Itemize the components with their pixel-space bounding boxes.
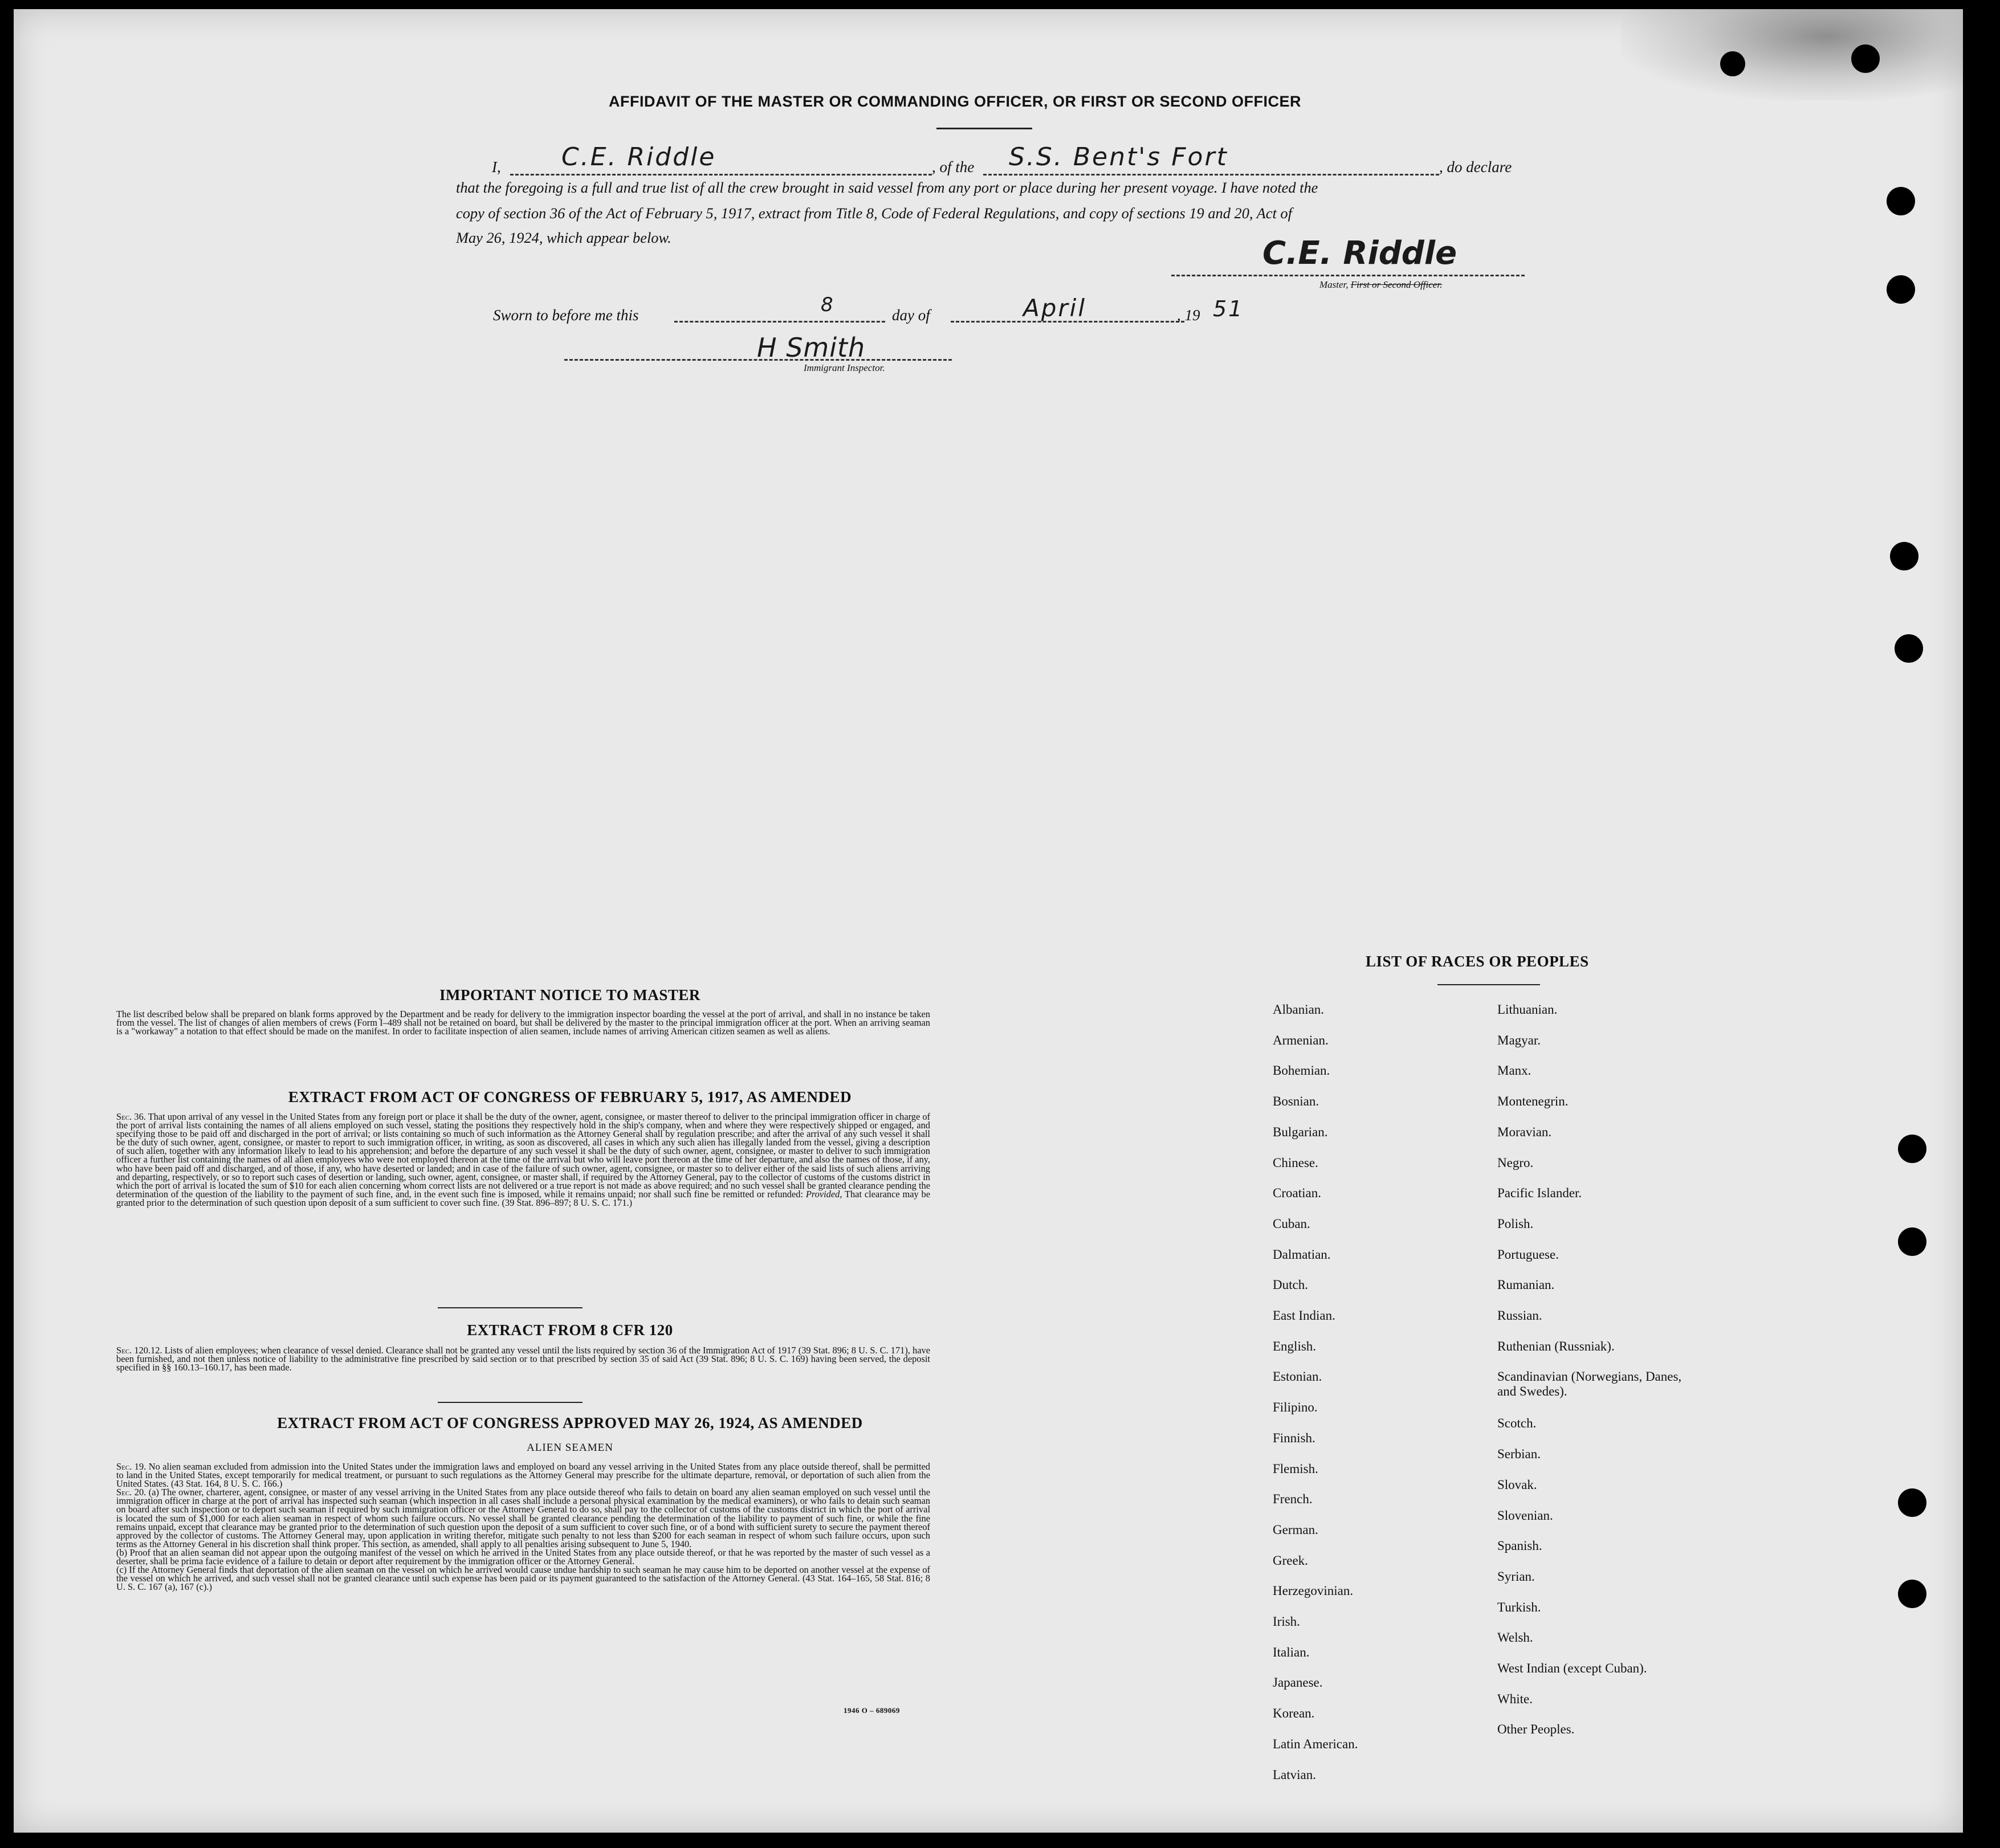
punch-hole-icon [1898,1227,1926,1256]
affidavit-i: I, [492,158,501,176]
notice-text [103,1010,930,1035]
sworn-prefix: Sworn to before me this [493,307,639,324]
affidavit-body-line: copy of section 36 of the Act of February 5, 1917, extract from Title 8, Code of Federal Regulations, and copy of sections 19 and 20, Act of [456,205,1292,222]
race-item: Latvian. [1273,1767,1316,1782]
race-item: Scotch. [1497,1416,1537,1431]
punch-hole-icon [1720,51,1745,76]
races-right-column [1497,994,1685,1745]
race-item: East Indian. [1273,1308,1335,1323]
extract-1924-text [103,1462,930,1591]
race-item: Scandinavian (Norwegians, Danes, and Swedes). [1497,1369,1682,1399]
handwritten-vessel-name: S.S. Bent's Fort [1009,142,1228,172]
inspector-caption: Immigrant Inspector. [804,362,885,373]
section-20a-paragraph [103,1488,930,1548]
race-item: Korean. [1273,1706,1315,1721]
handwritten-master-name: C.E. Riddle [561,142,716,172]
extract-cfr-text [103,1346,930,1372]
section-20c-paragraph: (c) If the Attorney General finds that deportation of the alien seaman on the vessel on which he arrived would cause undue hardship to such seaman he may cause him to be deported on another vessel at the expense of the vessel on which he arrived, and such vessel shall not be granted clearance until such expense has been paid or its payment guaranteed to the satisfaction of the Attorney General. (43 Stat. 164–165, 58 Stat. 816; 8 U. S. C. 167 (a), 167 (c).) [116,1564,930,1593]
race-item: Italian. [1273,1645,1310,1659]
sworn-year-prefix: , 19 [1177,307,1200,324]
race-item: English. [1273,1339,1317,1353]
race-item: White. [1497,1691,1533,1706]
affidavit-of-the: , of the [932,158,975,176]
punch-hole-icon [1887,275,1915,304]
stain [1621,9,1963,100]
race-item: Moravian. [1497,1124,1552,1139]
race-item: Cuban. [1273,1216,1310,1231]
caption-master: Master, [1319,279,1349,290]
section-120-paragraph [103,1346,930,1372]
race-item: Finnish. [1273,1430,1315,1445]
title-divider [936,128,1032,129]
race-item: Estonian. [1273,1369,1322,1384]
race-item: Welsh. [1497,1630,1533,1645]
section-120-text: Lists of alien employees; when clearance of vessel denied. Clearance shall not be granted any vessel until the lists required by section 36 of the Immigration Act of 1917 (39 Stat. 896; 8 U. S. C. 171), have been furnished, and not then unless notice of liability to the administrative fine prescribed by said section or to that prescribed by section 35 of said Act (39 Stat. 896; 8 U. S. C. 169) having been served, the deposit specified in §§ 160.13–160.17, has been made. [116,1345,930,1373]
affidavit-title: AFFIDAVIT OF THE MASTER OR COMMANDING OFFICER, OR FIRST OR SECOND OFFICER [609,93,1301,110]
affidavit-body-line: that the foregoing is a full and true list of all the crew brought in said vessel from any port or place during her present voyage. I have noted the [456,179,1318,196]
race-item: Serbian. [1497,1447,1541,1462]
caption-struck: First or Second Officer. [1350,279,1443,290]
race-item: Greek. [1273,1553,1308,1568]
race-item: French. [1273,1492,1313,1507]
race-item: German. [1273,1522,1318,1537]
section-label: Sec. 120.12. [116,1345,162,1356]
race-item: Other Peoples. [1497,1722,1575,1737]
race-item: Pacific Islander. [1497,1186,1582,1201]
affidavit-do-declare: , do declare [1439,158,1512,176]
print-code: 1946 O – 689069 [844,1706,900,1715]
race-item: Latin American. [1273,1736,1358,1751]
race-item: Croatian. [1273,1186,1321,1201]
section-divider [438,1402,583,1403]
section-divider [438,1307,583,1308]
race-item: Albanian. [1273,1002,1325,1017]
inspector-signature: H Smith [757,332,866,363]
race-item: Spanish. [1497,1539,1542,1553]
race-item: Syrian. [1497,1569,1535,1584]
handwritten-year: 51 [1213,296,1244,321]
extract-cfr-title: EXTRACT FROM 8 CFR 120 [467,1321,673,1339]
race-item: Turkish. [1497,1600,1541,1614]
punch-hole-icon [1898,1580,1926,1608]
section-19-text: No alien seaman excluded from admission into the United States under the immigration laws and employed on board any vessel arriving in the United States from any place outside thereof, shall be permitted to land in the United States, except temporarily for medical treatment, or pursuant to such regulations as the Attorney General may prescribe for the ultimate departure, removal, or deportation of such alien from the United States. (43 Stat. 164, 8 U. S. C. 166.) [116,1461,930,1490]
race-item: Slovak. [1497,1477,1537,1492]
race-item: Manx. [1497,1063,1531,1078]
master-signature: C.E. Riddle [1262,235,1457,272]
race-item: Dalmatian. [1273,1247,1331,1262]
race-item: Irish. [1273,1614,1300,1629]
race-item: Herzegovinian. [1273,1584,1354,1598]
race-item: West Indian (except Cuban). [1497,1661,1647,1676]
race-item: Flemish. [1273,1461,1318,1476]
affidavit-body-line: May 26, 1924, which appear below. [456,229,671,246]
race-item: Filipino. [1273,1400,1318,1415]
race-item: Portuguese. [1497,1247,1559,1262]
extract-1917-text [103,1112,930,1207]
punch-hole-icon [1898,1488,1926,1517]
race-item: Polish. [1497,1216,1534,1231]
signature-line [1171,275,1525,276]
punch-hole-icon [1890,542,1918,570]
race-item: Bohemian. [1273,1063,1330,1078]
section-36-paragraph [103,1112,930,1207]
provided-word: Provided, [805,1188,842,1200]
races-divider [1437,984,1540,985]
signature-caption [1319,279,1442,291]
race-item: Lithuanian. [1497,1002,1558,1017]
alien-seamen-subtitle: ALIEN SEAMEN [527,1442,613,1454]
race-item: Montenegrin. [1497,1094,1569,1109]
race-item: Russian. [1497,1308,1542,1323]
race-item: Slovenian. [1497,1508,1553,1523]
race-item: Ruthenian (Russniak). [1497,1339,1615,1353]
notice-title: IMPORTANT NOTICE TO MASTER [439,986,700,1003]
section-label: Sec. 19. [116,1461,146,1472]
section-36-text: That upon arrival of any vessel in the United States from any foreign port or place it shall be the duty of the owner, agent, consignee, or master thereof to deliver to the principal immigration officer in charge of the port of arrival lists containing the names of all aliens employed on such vessel, stating the positions they respectively hold in the ship's company, when and where they were respectively shipped or engaged, and specifying those to be paid off and discharged in the port of arrival; or lists containing so much of such information as the Attorney General shall by regulation prescribe; and after the arrival of any such vessel it shall be the duty of such owner, agent, consignee, or master to report to such immigration officer, in writing, as soon as discovered, all cases in which any such alien has illegally landed from the vessel, giving a description of such alien, together with any information likely to lead to his apprehension; and before the departure of any such vessel it shall be the duty of such owner, agent, consignee, or master to deliver to such immigration officer a further list containing the names of all alien employees who were not employed thereon at the time of the arrival but who will leave port thereon at the time of her departure, and also the names of those, if any, who have been paid off and discharged, and of those, if any, who have deserted or landed; and in case of the failure of such owner, agent, consignee, or master so to deliver either of the said lists of such aliens arriving and departing, respectively, or so to report such cases of desertion or landing, such owner, agent, consignee, or master shall, if required by the Attorney General, pay to the collector of customs of the customs district in which the port of arrival is located the sum of $10 for each alien concerning whom correct lists are not delivered or a true report is not made as above required; and no such vessel shall be granted clearance pending the determination of the question of the liability to the payment of such fine, and, in the event such fine is imposed, while it remains unpaid; nor shall such fine be remitted or refunded: [116,1111,930,1200]
day-line [674,321,885,323]
race-item: Rumanian. [1497,1278,1555,1292]
race-item: Japanese. [1273,1675,1323,1690]
section-19-paragraph [103,1462,930,1488]
race-item: Armenian. [1273,1033,1329,1047]
race-item: Dutch. [1273,1278,1308,1292]
section-label: Sec. 36. [116,1111,146,1122]
punch-hole-icon [1887,187,1915,215]
section-label: Sec. 20. [116,1487,146,1498]
extract-1917-title: EXTRACT FROM ACT OF CONGRESS OF FEBRUARY 5, 1917, AS AMENDED [288,1088,852,1105]
race-item: Bulgarian. [1273,1124,1328,1139]
races-left-column [1273,994,1358,1790]
notice-paragraph: The list described below shall be prepared on blank forms approved by the Department and be ready for delivery to the immigration inspector boarding the vessel at the port of arrival, and shall in no instance be taken from the vessel. The list of changes of alien members of crews (Form I–489 shall not be retained on board, but shall be delivered by the master to the principal immigration officer at the port. When an arriving seaman is a "workaway" a notation to that effect should be made on the manifest. In order to facilitate inspection of alien seamen, include names of arriving American citizen seamen as well as aliens. [116,1009,930,1037]
handwritten-day: 8 [821,293,835,316]
punch-hole-icon [1898,1135,1926,1163]
sworn-day-label: day of [892,307,930,324]
handwritten-month: April [1023,294,1086,322]
extract-1924-title: EXTRACT FROM ACT OF CONGRESS APPROVED MAY 26, 1924, AS AMENDED [277,1414,863,1431]
race-item: Negro. [1497,1155,1534,1170]
races-title: LIST OF RACES OR PEOPLES [1366,953,1589,970]
section-36-text-end: That clearance may be granted prior to the determination of such question upon deposit of a sum sufficient to cover such fine. (39 Stat. 896–897; 8 U. S. C. 171.) [116,1188,930,1208]
section-20b-paragraph: (b) Proof that an alien seaman did not appear upon the outgoing manifest of the vessel on which he arrived in the United States from any place outside thereof, or that he was reported by the master of such vessel as a deserter, shall be prima facie evidence of a failure to detain or deport after requirement by the immigration officer or the Attorney General. [116,1547,930,1567]
race-item: Magyar. [1497,1033,1541,1047]
section-20a-text: (a) The owner, charterer, agent, consignee, or master of any vessel arriving in the United States from any place outside thereof who fails to detain on board any alien seaman employed on such vessel until the immigration officer in charge at the port of arrival has inspected such seaman (which inspection in all cases shall include a personal physical examination by the medical examiners), or who fails to detain such seaman on board after such inspection or to deport such seaman if required by such immigration officer or the Attorney General to do so, shall pay to the collector of customs of the customs district in which the port of arrival is located the sum of $1,000 for each alien seaman in respect of whom such failure occurs. No vessel shall be granted clearance pending the determination of the liability to payment of such fine, or while the fine remains unpaid, except that clearance may be granted prior to the determination of such question upon the deposit of a sum sufficient to cover such fine, or of a bond with sufficient surety to secure the payment thereof approved by the collector of customs. The Attorney General may, upon application in writing therefor, mitigate such penalty to not less than $200 for each seaman in respect of whom such failure occurs, upon such terms as the Attorney General in his discretion shall think proper. This section, as amended, shall apply to all penalties arising subsequent to June 5, 1940. [116,1487,930,1549]
race-item: Chinese. [1273,1155,1318,1170]
punch-hole-icon [1895,634,1923,663]
race-item: Bosnian. [1273,1094,1319,1109]
punch-hole-icon [1851,44,1880,73]
